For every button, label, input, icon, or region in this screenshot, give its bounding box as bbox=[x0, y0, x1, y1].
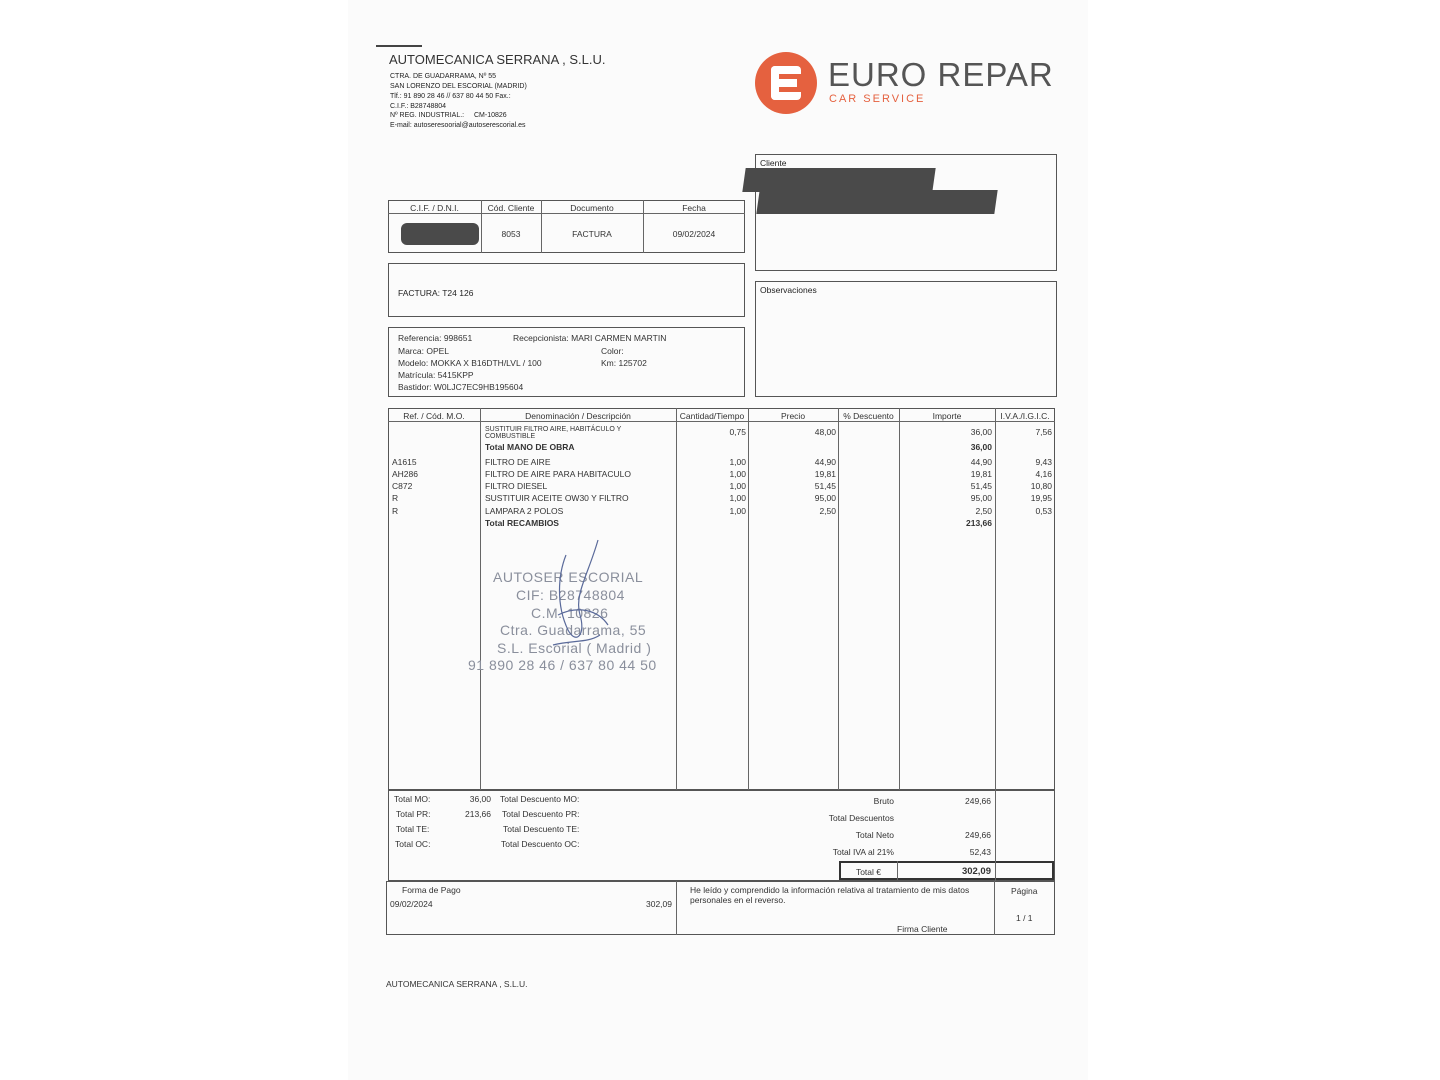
stamp-line-2: CIF: B28748804 bbox=[516, 587, 625, 603]
descuentos-label: Total Descuentos bbox=[828, 813, 894, 823]
row-3-price: 19,81 bbox=[814, 469, 836, 479]
row-7-amount: 213,66 bbox=[966, 518, 992, 528]
company-footer-name: AUTOMECANICA SERRANA , S.L.U. bbox=[386, 979, 528, 989]
cod-cliente-value: 8053 bbox=[501, 229, 521, 239]
row-2-price: 44,90 bbox=[814, 457, 836, 467]
row-2-ref: A1615 bbox=[392, 457, 417, 467]
stamp-line-3: C.M. 10826 bbox=[531, 605, 609, 621]
signature-icon bbox=[528, 535, 628, 665]
cliente-redaction-2 bbox=[756, 190, 997, 214]
firma-cliente-label: Firma Cliente bbox=[897, 924, 948, 934]
neto-label: Total Neto bbox=[855, 830, 894, 840]
row-6-iva: 0,53 bbox=[1035, 506, 1052, 516]
row-3-ref: AH286 bbox=[392, 469, 418, 479]
vehicle-matricula: Matrícula: 5415KPP bbox=[398, 370, 474, 380]
vehicle-recepcionista: Recepcionista: MARI CARMEN MARTIN bbox=[513, 333, 667, 343]
iva-label: Total IVA al 21% bbox=[832, 847, 894, 857]
company-reg-label: Nº REG. INDUSTRIAL.: bbox=[390, 112, 465, 119]
row-4-iva: 10,80 bbox=[1030, 481, 1052, 491]
euro-repar-logo-icon bbox=[755, 52, 817, 114]
stamp-line-1: AUTOSER ESCORIAL bbox=[493, 569, 644, 585]
bruto-value: 249,66 bbox=[965, 796, 991, 806]
observaciones-box bbox=[755, 281, 1057, 397]
total-euro-value: 302,09 bbox=[961, 866, 991, 877]
row-0-amount: 36,00 bbox=[970, 427, 992, 437]
pagina-label: Página bbox=[1011, 886, 1038, 896]
company-cif: C.I.F.: B28748804 bbox=[390, 103, 447, 110]
row-6-price: 2,50 bbox=[819, 506, 836, 516]
row-3-desc: FILTRO DE AIRE PARA HABITACULO bbox=[485, 469, 631, 479]
stamp-line-4: Ctra. Guadarrama, 55 bbox=[500, 622, 647, 638]
row-7-desc: Total RECAMBIOS bbox=[485, 518, 559, 528]
logo-wordmark bbox=[828, 56, 1054, 94]
company-address-2: SAN LORENZO DEL ESCORIAL (MADRID) bbox=[390, 83, 527, 90]
company-email: E-mail: autoseresoorial@autoserescorial.es bbox=[390, 122, 526, 129]
bruto-label: Bruto bbox=[873, 796, 894, 806]
vehicle-marca: Marca: OPEL bbox=[398, 346, 450, 356]
row-6-desc: LAMPARA 2 POLOS bbox=[485, 506, 564, 516]
stamp-line-6: 91 890 28 46 / 637 80 44 50 bbox=[468, 657, 657, 673]
header-mark bbox=[376, 45, 422, 47]
col-cantidad: Cantidad/Tiempo bbox=[679, 411, 745, 421]
vehicle-modelo: Modelo: MOKKA X B16DTH/LVL / 100 bbox=[398, 358, 542, 368]
total-pr-label: Total PR: bbox=[396, 809, 431, 819]
row-6-qty: 1,00 bbox=[729, 506, 746, 516]
total-pr-value: 213,66 bbox=[465, 809, 491, 819]
total-desc-te-label: Total Descuento TE: bbox=[503, 824, 580, 834]
col-cod-cliente: Cód. Cliente bbox=[487, 203, 535, 213]
cif-redaction bbox=[401, 223, 479, 245]
company-name: AUTOMECANICA SERRANA , S.L.U. bbox=[389, 52, 606, 67]
row-5-iva: 19,95 bbox=[1030, 493, 1052, 503]
row-0-desc: SUSTITUIR FILTRO AIRE, HABITÁCULO Y bbox=[485, 426, 622, 433]
company-phone: Tlf.: 91 890 28 46 // 637 80 44 50 Fax.: bbox=[390, 93, 511, 100]
total-te-label: Total TE: bbox=[396, 824, 430, 834]
vehicle-km: Km: 125702 bbox=[601, 358, 647, 368]
col-descripcion: Denominación / Descripción bbox=[525, 411, 631, 421]
row-6-ref: R bbox=[392, 506, 399, 516]
row-5-qty: 1,00 bbox=[729, 493, 746, 503]
row-1-desc: Total MANO DE OBRA bbox=[485, 442, 575, 452]
col-precio: Precio bbox=[780, 411, 806, 421]
observaciones-label: Observaciones bbox=[760, 285, 817, 295]
factura-number: FACTURA: T24 126 bbox=[398, 288, 474, 298]
total-desc-pr-label: Total Descuento PR: bbox=[502, 809, 580, 819]
row-5-ref: R bbox=[392, 493, 399, 503]
row-2-amount: 44,90 bbox=[970, 457, 992, 467]
vehicle-referencia: Referencia: 998651 bbox=[398, 333, 473, 343]
total-euro-label: Total € bbox=[855, 867, 881, 877]
total-mo-label: Total MO: bbox=[394, 794, 431, 804]
total-desc-oc-label: Total Descuento OC: bbox=[501, 839, 580, 849]
vehicle-color: Color: bbox=[601, 346, 624, 356]
row-4-desc: FILTRO DIESEL bbox=[485, 481, 548, 491]
row-0-qty: 0,75 bbox=[729, 427, 746, 437]
row-0-desc2: COMBUSTIBLE bbox=[485, 433, 536, 440]
company-reg-value: CM-10826 bbox=[474, 112, 507, 119]
row-0-iva: 7,56 bbox=[1035, 427, 1052, 437]
cliente-redaction-1 bbox=[742, 168, 935, 192]
fecha-value: 09/02/2024 bbox=[672, 229, 716, 239]
col-ref: Ref. / Cód. M.O. bbox=[403, 411, 465, 421]
row-0-price: 48,00 bbox=[814, 427, 836, 437]
privacy-line-2: personales en el reverso. bbox=[690, 895, 786, 905]
row-4-price: 51,45 bbox=[814, 481, 836, 491]
row-4-amount: 51,45 bbox=[970, 481, 992, 491]
stamp-line-5: S.L. Escorial ( Madrid ) bbox=[497, 640, 652, 656]
cliente-label: Cliente bbox=[760, 158, 787, 168]
col-fecha: Fecha bbox=[682, 203, 706, 213]
total-mo-value: 36,00 bbox=[469, 794, 491, 804]
row-5-desc: SUSTITUIR ACEITE OW30 Y FILTRO bbox=[485, 493, 629, 503]
row-5-amount: 95,00 bbox=[970, 493, 992, 503]
row-6-amount: 2,50 bbox=[975, 506, 992, 516]
factura-box bbox=[388, 263, 745, 317]
row-2-iva: 9,43 bbox=[1035, 457, 1052, 467]
pago-importe: 302,09 bbox=[646, 899, 672, 909]
iva-value: 52,43 bbox=[969, 847, 991, 857]
row-4-ref: C872 bbox=[392, 481, 413, 491]
col-descuento: % Descuento bbox=[843, 411, 894, 421]
pago-fecha: 09/02/2024 bbox=[390, 899, 433, 909]
row-2-desc: FILTRO DE AIRE bbox=[485, 457, 551, 467]
vehicle-bastidor: Bastidor: W0LJC7EC9HB195604 bbox=[398, 382, 524, 392]
col-documento: Documento bbox=[570, 203, 614, 213]
row-3-qty: 1,00 bbox=[729, 469, 746, 479]
col-importe: Importe bbox=[932, 411, 962, 421]
row-4-qty: 1,00 bbox=[729, 481, 746, 491]
total-desc-mo-label: Total Descuento MO: bbox=[500, 794, 580, 804]
documento-value: FACTURA bbox=[572, 229, 612, 239]
logo-word-euro: EURO bbox=[828, 56, 928, 93]
logo-word-repar: REPAR bbox=[937, 56, 1054, 93]
forma-pago-label: Forma de Pago bbox=[402, 885, 461, 895]
col-cif: C.I.F. / D.N.I. bbox=[410, 203, 459, 213]
company-address-1: CTRA. DE GUADARRAMA, Nº 55 bbox=[390, 73, 497, 80]
privacy-line-1: He leído y comprendido la información relativa al tratamiento de mis datos bbox=[690, 885, 970, 895]
col-iva: I.V.A./I.G.I.C. bbox=[1000, 411, 1050, 421]
row-1-amount: 36,00 bbox=[970, 442, 992, 452]
neto-value: 249,66 bbox=[965, 830, 991, 840]
row-3-iva: 4,16 bbox=[1035, 469, 1052, 479]
invoice-page bbox=[348, 0, 1088, 1080]
row-2-qty: 1,00 bbox=[729, 457, 746, 467]
pagina-value: 1 / 1 bbox=[1016, 913, 1033, 923]
total-oc-label: Total OC: bbox=[395, 839, 431, 849]
row-5-price: 95,00 bbox=[814, 493, 836, 503]
row-3-amount: 19,81 bbox=[970, 469, 992, 479]
logo-tagline: CAR SERVICE bbox=[829, 93, 926, 105]
